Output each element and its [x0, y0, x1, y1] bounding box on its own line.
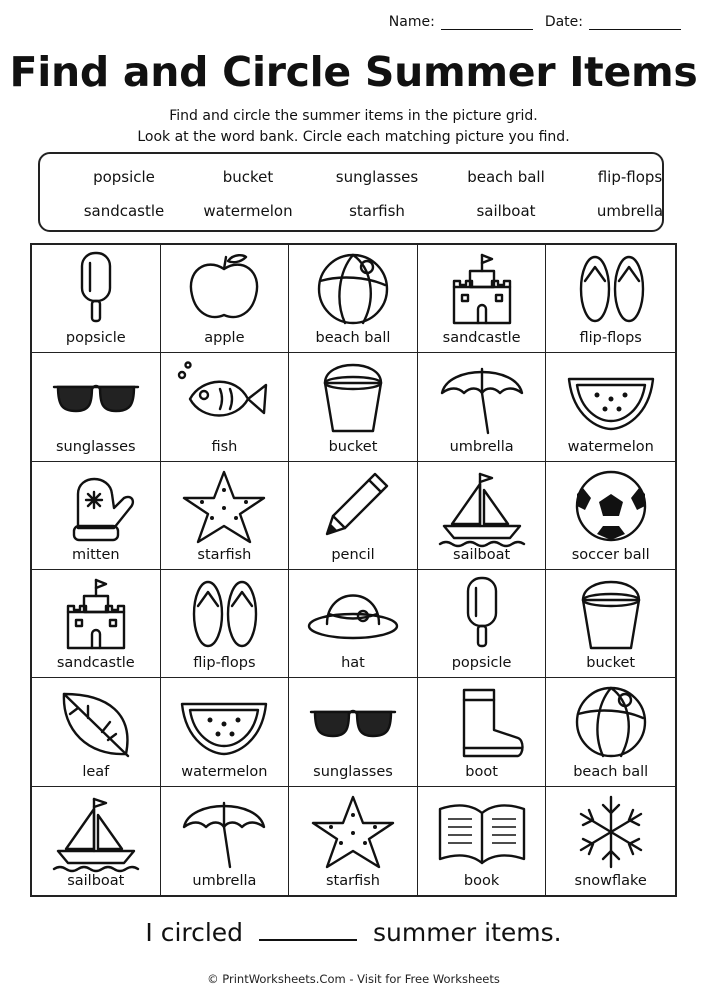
grid-cell-bucket[interactable] — [289, 353, 418, 461]
word-bank — [38, 152, 664, 232]
grid-cell-label: beach ball — [573, 763, 649, 780]
grid-cell-fish[interactable] — [161, 353, 290, 461]
word-bank-item: watermelon — [203, 202, 293, 220]
grid-cell-leaf[interactable] — [32, 678, 161, 786]
grid-cell-soccer-ball[interactable] — [546, 462, 675, 570]
word-bank-item: umbrella — [596, 202, 664, 220]
grid-cell-beach-ball[interactable] — [289, 245, 418, 353]
grid-cell-label: bucket — [328, 438, 378, 455]
grid-cell-popsicle[interactable] — [32, 245, 161, 353]
grid-cell-label: popsicle — [451, 655, 512, 672]
grid-cell-label: umbrella — [449, 438, 514, 455]
grid-cell-pencil[interactable] — [289, 462, 418, 570]
bucket-icon — [563, 576, 659, 654]
umbrella-icon — [176, 793, 272, 871]
date-field[interactable] — [545, 14, 681, 30]
grid-cell-label: leaf — [82, 763, 110, 780]
word-bank-item: sandcastle — [83, 202, 165, 220]
grid-cell-label: flip-flops — [579, 330, 642, 347]
circled-sentence — [0, 918, 707, 947]
page-title: Find and Circle Summer Items — [9, 48, 698, 96]
grid-cell-boot[interactable] — [418, 678, 547, 786]
grid-cell-mitten[interactable] — [32, 462, 161, 570]
grid-cell-watermelon[interactable] — [546, 353, 675, 461]
grid-cell-label: pencil — [331, 547, 375, 563]
soccer-ball-icon — [563, 468, 659, 546]
footer: © PrintWorksheets.Com - Visit for Free Worksheets — [207, 972, 500, 986]
word-bank-item: sailboat — [476, 202, 536, 220]
grid-cell-bucket[interactable] — [546, 570, 675, 678]
grid-cell-flip-flops[interactable] — [161, 570, 290, 678]
grid-cell-label: fish — [211, 438, 238, 455]
hat-icon — [305, 576, 401, 654]
count-blank[interactable] — [259, 919, 357, 941]
grid-cell-label: umbrella — [192, 873, 257, 889]
flip-flops-icon — [563, 251, 659, 329]
pencil-icon — [305, 468, 401, 546]
sandcastle-icon — [48, 576, 144, 654]
beach-ball-icon — [563, 684, 659, 762]
grid-cell-label: watermelon — [567, 438, 654, 455]
grid-cell-sunglasses[interactable] — [289, 678, 418, 786]
sandcastle-icon — [434, 251, 530, 329]
word-bank-item: sunglasses — [335, 168, 419, 186]
grid-cell-apple[interactable] — [161, 245, 290, 353]
sunglasses-icon — [305, 684, 401, 762]
grid-cell-label: book — [463, 873, 500, 889]
starfish-icon — [305, 793, 401, 871]
grid-cell-label: starfish — [326, 873, 380, 889]
beach-ball-icon — [305, 251, 401, 329]
grid-cell-label: soccer ball — [571, 547, 650, 563]
sailboat-icon — [434, 468, 530, 546]
circled-after: summer items. — [372, 918, 562, 947]
sunglasses-icon — [48, 359, 144, 437]
name-field[interactable] — [389, 14, 533, 30]
grid-cell-label: beach ball — [315, 330, 391, 347]
grid-cell-label: starfish — [197, 547, 252, 563]
flip-flops-icon — [176, 576, 272, 654]
mitten-icon — [48, 468, 144, 546]
sailboat-icon — [48, 793, 144, 871]
umbrella-icon — [434, 359, 530, 437]
grid-cell-watermelon[interactable] — [161, 678, 290, 786]
grid-cell-sailboat[interactable] — [418, 462, 547, 570]
grid-cell-label: sunglasses — [313, 763, 393, 780]
word-bank-item: starfish — [349, 202, 405, 220]
watermelon-icon — [176, 684, 272, 762]
popsicle-icon — [434, 576, 530, 654]
date-label: Date: — [544, 14, 583, 30]
grid-cell-label: sailboat — [453, 547, 511, 563]
grid-cell-label: flip-flops — [193, 655, 256, 672]
grid-cell-label: sandcastle — [56, 655, 135, 672]
grid-cell-starfish[interactable] — [289, 787, 418, 895]
popsicle-icon — [48, 251, 144, 329]
circled-before: I circled — [145, 918, 244, 947]
grid-cell-label: apple — [204, 330, 245, 347]
snowflake-icon — [563, 793, 659, 871]
instruction-line: Find and circle the summer items in the picture grid. — [169, 108, 538, 124]
grid-cell-hat[interactable] — [289, 570, 418, 678]
grid-cell-label: snowflake — [574, 873, 647, 889]
grid-cell-sandcastle[interactable] — [32, 570, 161, 678]
word-bank-item: popsicle — [93, 168, 155, 186]
grid-cell-sandcastle[interactable] — [418, 245, 547, 353]
starfish-icon — [176, 468, 272, 546]
grid-cell-umbrella[interactable] — [418, 353, 547, 461]
grid-cell-sailboat[interactable] — [32, 787, 161, 895]
grid-cell-label: popsicle — [65, 330, 126, 347]
instructions — [0, 106, 707, 148]
grid-cell-flip-flops[interactable] — [546, 245, 675, 353]
grid-cell-snowflake[interactable] — [546, 787, 675, 895]
grid-cell-label: sandcastle — [442, 330, 521, 347]
grid-cell-book[interactable] — [418, 787, 547, 895]
grid-cell-sunglasses[interactable] — [32, 353, 161, 461]
grid-cell-label: sunglasses — [55, 438, 136, 455]
grid-cell-label: watermelon — [181, 763, 268, 780]
grid-cell-popsicle[interactable] — [418, 570, 547, 678]
date-line[interactable] — [589, 15, 681, 30]
grid-cell-starfish[interactable] — [161, 462, 290, 570]
name-label: Name: — [388, 14, 435, 30]
watermelon-icon — [563, 359, 659, 437]
leaf-icon — [48, 684, 144, 762]
name-line[interactable] — [441, 15, 533, 30]
book-icon — [434, 793, 530, 871]
instruction-line: Look at the word bank. Circle each matching picture you find. — [137, 129, 570, 145]
word-bank-item: bucket — [222, 168, 274, 186]
grid-cell-beach-ball[interactable] — [546, 678, 675, 786]
bucket-icon — [305, 359, 401, 437]
grid-cell-label: hat — [341, 655, 365, 672]
word-bank-item: beach ball — [467, 168, 545, 186]
apple-icon — [176, 251, 272, 329]
picture-grid — [30, 243, 677, 897]
grid-cell-umbrella[interactable] — [161, 787, 290, 895]
grid-cell-label: bucket — [586, 655, 636, 672]
boot-icon — [434, 684, 530, 762]
header-row — [389, 14, 681, 30]
word-bank-item: flip-flops — [597, 168, 663, 186]
grid-cell-label: mitten — [71, 547, 120, 563]
fish-icon — [176, 359, 272, 437]
grid-cell-label: boot — [465, 763, 498, 780]
grid-cell-label: sailboat — [67, 873, 125, 889]
